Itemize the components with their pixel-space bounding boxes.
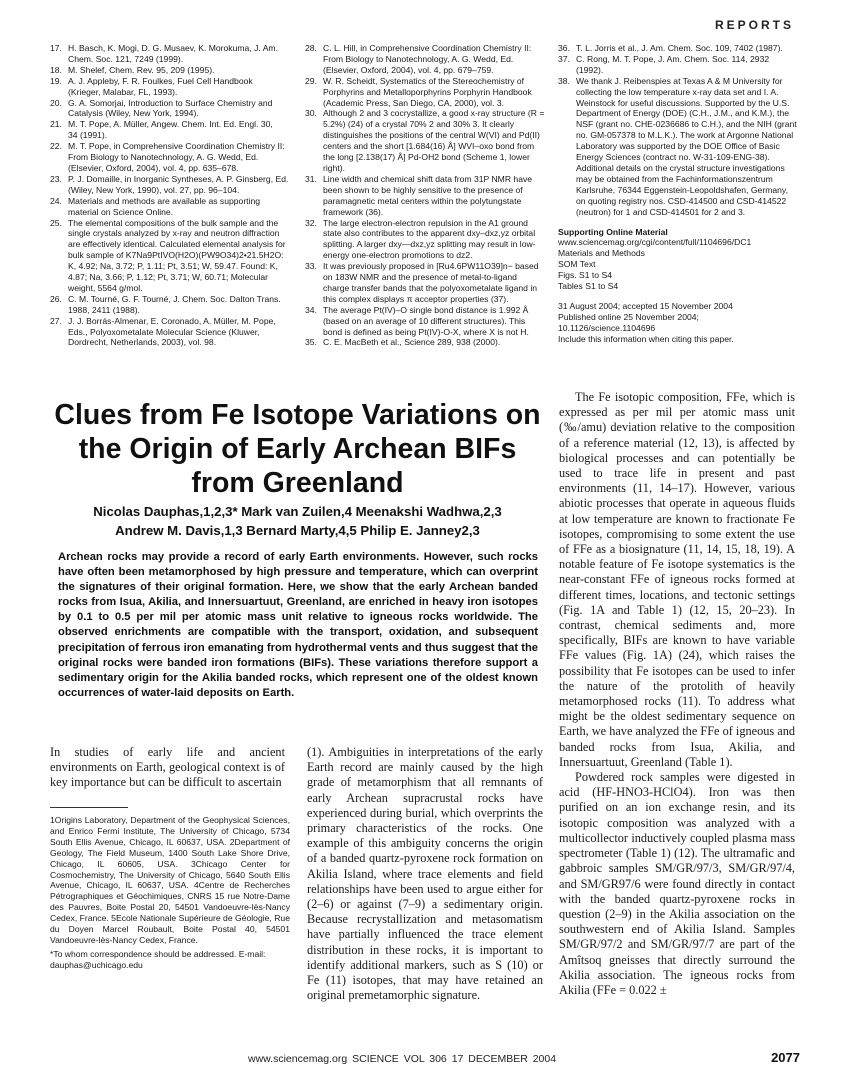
dates-line: 31 August 2004; accepted 15 November 2004 <box>558 300 733 311</box>
reference-item: 23. P. J. Domaille, in Inorganic Syntheses, A. P. Ginsberg, Ed. (Wiley, New York, 1990), vol. 27, pp. 96–104. <box>50 173 289 195</box>
affiliations: 1Origins Laboratory, Department of the Geophysical Sciences, and Enrico Fermi Institute, The University of Chicago, 5734 South Ellis Avenue, Chicago, IL 60637, USA. 2Department of Geology, The Field Museum, 1400 South Lake Shore Drive, Chicago, IL 60605, USA. 3Chicago Center for Cosmochemistry, The University of Chicago, 5640 South Ellis Avenue, Chicago, IL 60637, USA. 4Centre de Recherches Pétrographiques et Géochimiques, CNRS 15 rue Notre-Dame des Pauvres, Boite Postal 20, 54501 Vandoeuvre-lès-Nancy Cedex, France. 5Ecole Nationale Supérieure de Géologie, Rue du Doyen Marcel Roubault, Boite Postal 40, 54501 Vandoeuvre-lès-Nancy Cedex, France. <box>50 815 290 945</box>
article-title: Clues from Fe Isotope Variations on the Origin of Early Archean BIFs from Greenland <box>54 399 541 499</box>
reference-item: 19. A. J. Appleby, F. R. Foulkes, Fuel Cell Handbook (Krieger, Malabar, FL, 1993). <box>50 75 253 97</box>
reference-item: 22. M. T. Pope, in Comprehensive Coordination Chemistry II: From Biology to Nanotechnology, A. G. Wedd, Ed. (Elsevier, Oxford, 2004), vol. 4, pp. 635–678. <box>50 141 285 173</box>
reference-item: 37. C. Rong, M. T. Pope, J. Am. Chem. Soc. 114, 2932 (1992). <box>558 53 770 75</box>
abstract: Archean rocks may provide a record of early Earth environments. However, such rocks have often been metamorphosed by high pressure and temperature, which can overprint the signatures of their original formation. Here, we show that the early Archean banded rocks from Isua, Akilia, and Innersuartuut, Greenland, are enriched in heavy iron isotopes by 0.1 to 0.5 per mil per atomic mass unit relative to igneous rocks worldwide. The observed enrichments are compatible with the transport, oxidation, and subsequent precipitation of ferrous iron emanating from hydrothermal vents and thus suggest that the original rocks were banded iron formations (BIFs). These variations therefore support a sedimentary origin for the Akilia banded rocks, which represent one of the oldest known occurrences of water-laid deposits on Earth. <box>58 551 538 699</box>
references-column-2 <box>305 43 545 348</box>
author-list <box>50 502 545 540</box>
correspondence-note: *To whom correspondence should be addressed. E-mail: dauphas@uchicago.edu <box>50 948 266 970</box>
reference-item: 28. C. L. Hill, in Comprehensive Coordination Chemistry II: From Biology to Nanotechnology, A. G. Wedd, Ed. (Elsevier, Oxford, 2004), vol. 4, pp. 679–759. <box>305 43 532 75</box>
footnote-divider <box>50 807 128 808</box>
reference-item: 27. J. J. Borrás-Almenar, E. Coronado, A. Müller, M. Pope, Eds., Polyoxometalate Molecular Science (Kluwer, Dordrecht, Netherlands, 2003), vol. 98. <box>50 315 276 348</box>
authors-line: Nicolas Dauphas,1,2,3* Mark van Zuilen,4 Meenakshi Wadhwa,2,3 <box>93 504 502 519</box>
citation-note: Include this information when citing this paper. <box>558 333 734 344</box>
reference-item: 31. Line width and chemical shift data from 31P NMR have been shown to be highly sensitive to the presence of paramagnetic metal centers within the polytungstate framework (36). <box>305 173 533 217</box>
references-column-1 <box>50 43 290 348</box>
som-line: Tables S1 to S4 <box>558 281 619 292</box>
page-number: 2077 <box>771 1050 800 1065</box>
affiliation-footnotes <box>50 815 290 971</box>
som-line: Figs. S1 to S4 <box>558 270 612 281</box>
reference-item: 34. The average Pt(IV)–O single bond distance is 1.992 Å (based on an average of 10 different structures). This bond is defined as being Pt(IV)-O-X, where X is not H. <box>305 304 529 337</box>
running-head: REPORTS <box>714 18 794 32</box>
dates-line: Published online 25 November 2004; <box>558 311 699 322</box>
som-url[interactable]: www.sciencemag.org/cgi/content/full/1104696/DC1 <box>558 237 752 248</box>
som-line: SOM Text <box>558 259 596 270</box>
body-paragraph: (1). Ambiguities in interpretations of the early Earth record are mainly caused by the high grade of metamorphism that all remnants of early Archean supracrustal rocks have experienced during burial, which overprints the primary characteristics of the rocks. One example of this ambiguity concerns the origin of a banded quartz-pyroxene rock formation on Akilia Island, where trace elements and field relationships have been used to argue either for (2–6) or against (7–9) a sedimentary origin. Because recrystallization and metasomatism have partially influenced the trace element distribution in these rocks, it is important to identify additional markers, such as S (10) or Fe (11) isotopes, that may have retained an original premetamorphic signature. <box>307 745 543 1003</box>
reference-item: 35. C. E. MacBeth et al., Science 289, 938 (2000). <box>305 337 501 348</box>
reference-item: 21. M. T. Pope, A. Müller, Angew. Chem. Int. Ed. Engl. 30, 34 (1991). <box>50 119 273 141</box>
reference-item: 24. Materials and methods are available as supporting material on Science Online. <box>50 195 261 217</box>
body-paragraph: In studies of early life and ancient environments on Earth, geological context is of key importance but can be difficult to ascertain <box>50 745 285 790</box>
som-line: Materials and Methods <box>558 248 645 259</box>
footer-journal-info: www.sciencemag.org SCIENCE VOL 306 17 DECEMBER 2004 <box>248 1053 557 1065</box>
body-column-1 <box>50 745 285 791</box>
reference-item: 36. T. L. Jorris et al., J. Am. Chem. Soc. 109, 7402 (1987). <box>558 43 783 53</box>
reference-item: 25. The elemental compositions of the bulk sample and the single crystals analyzed by x-ray and neutron diffraction are effectively identical. Calculated elemental analysis for bulk sample of K7Na9PtIVO(H2O)(PW9O34)2•21.5H2O: K, 4.92; Na, 3.72; P, 1.11; Pt, 3.51; W, 59.47. Found: K, 4.87; Na, 3.66; P, 1.12; Pt, 3.71; W, 60.71; Molecular weight, 5564 g/mol. <box>50 217 286 293</box>
doi-line: 10.1126/science.1104696 <box>558 322 656 333</box>
reference-item: 29. W. R. Scheidt, Systematics of the Stereochemistry of Porphyrins and Metalloporphyrins Porphyrin Handbook (Academic Press, San Diego, CA, 2000), vol. 3. <box>305 75 532 108</box>
reference-item: 33. It was previously proposed in [Ru4.6PW11O39]n− based on 183W NMR and the presence of metal-to-ligand charge transfer bands that the polyoxometalate ligand in this complex displays π acceptor properties (37). <box>305 261 539 304</box>
body-paragraph: Powdered rock samples were digested in acid (HF-HNO3-HClO4). Iron was then purified on an ion exchange resin, and its isotopic composition was analyzed with a multicollector inductively coupled plasma mass spectrometer (Table 1) (12). The ultramafic and gabbroic samples SM/GR/97/3, SM/GR/97/4, and SM/GR97/6 were found directly in contact with the banded quartz-pyroxene rocks in question (2–9) in the Akilia association on the southwestern end of Akilia Island. Samples SM/GR/97/2 and SM/GR/97/7 are part of the Amîtsoq gneisses that directly surround the Akilia association. The igneous rocks from Akilia (FFe = 0.022 ± <box>559 770 795 997</box>
reference-item: 32. The large electron-electron repulsion in the A1 ground state also contributes to the apparent dxy–dxz,yz orbital splitting. A larger dxy—dxz,yz splitting may result in low-energy one-electron promotions to dz2. <box>305 217 536 261</box>
body-column-2 <box>307 745 543 1003</box>
references-column-3 <box>558 43 798 345</box>
reference-item: 17. H. Basch, K. Mogi, D. G. Musaev, K. Morokuma, J. Am. Chem. Soc. 121, 7249 (1999). <box>50 43 278 64</box>
reference-item: 38. We thank J. Reibenspies at Texas A & M University for collecting the low temperature x-ray data set and I. A. Weinstock for useful discussions. Supported by the U.S. Department of Energy (DOE) (C.H., J.M., and K.M.), the NSF (grant no. CHE-0236686 to C.H.), and the NIH (grant no. GM-057378 to M.L.K.). The work at Argonne National Laboratory was supported by the DOE Office of Basic Energy Sciences (contract no. W-31-109-ENG-38). Additional details on the crystal structure investigations may be obtained from the Fachinformationszentrum Karlsruhe, 76344 Eggenstein-Leopoldshafen, Germany, on quoting registry nos. CSD-414500 and CSD-414522 (neutron) for 1 and CSD-414501 for 2 and 3. <box>558 75 797 217</box>
reference-item: 18. M. Shelef, Chem. Rev. 95, 209 (1995). <box>50 64 215 75</box>
body-paragraph: The Fe isotopic composition, FFe, which is expressed as per mil per atomic mass unit (‰/amu) deviation relative to the composition of a reference material (12, 13), is affected by biological processes and can potentially be used to trace life in present and past environments (11, 14–17). However, various abiotic processes that operate in aqueous fluids at low temperature are known to fractionate Fe isotopes, compromising to some extent the use of FFe as a biosignature (11, 14, 15, 18, 19). A notable feature of Fe isotope systematics is the near-constant FFe of igneous rocks formed at different times, locations, and tectonic settings (Fig. 1A and Table 1) (12, 15, 20–23). In contrast, chemical sediments and, more specifically, BIFs are known to have variable FFe values (Fig. 1A) (24), which raises the possibility that Fe isotopes can be used to infer the nature of the protolith of heavily metamorphosed rocks (11). To address what might be the oldest sedimentary sequence on Earth, we have analyzed the FFe of igneous and banded rocks from Isua, Akilia, and Innersuartuut, Greenland (Table 1). <box>559 390 795 769</box>
authors-line: Andrew M. Davis,1,3 Bernard Marty,4,5 Philip E. Janney2,3 <box>115 523 480 538</box>
reference-item: 20. G. A. Somorjai, Introduction to Surface Chemistry and Catalysis (Wiley, New York, 1994). <box>50 97 273 119</box>
som-heading: Supporting Online Material <box>558 226 668 237</box>
body-column-3 <box>559 390 795 998</box>
reference-item: 30. Although 2 and 3 cocrystallize, a good x-ray structure (R = 5.2%) (24) of a crystal 70% 2 and 30% 3. It clearly distinguishes the positions of the central W(VI) and Pd(II) centers and the short [1.684(16) Å] WVI–oxo bond from the long [2.138(17) Å] Pd-OH2 bond (Scheme 1, lower right). <box>305 108 545 173</box>
reference-item: 26. C. M. Tourné, G. F. Tourné, J. Chem. Soc. Dalton Trans. 1988, 2411 (1988). <box>50 293 281 315</box>
